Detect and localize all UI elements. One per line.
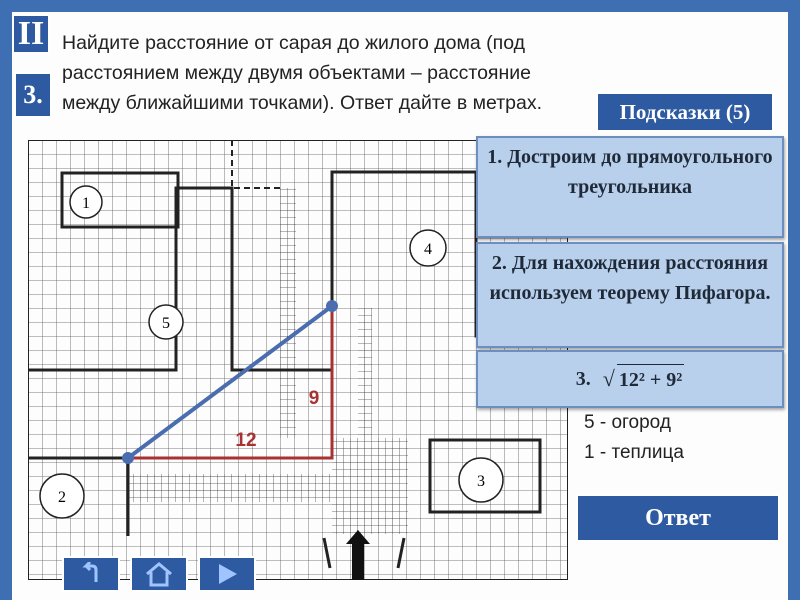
path-strip: [128, 474, 332, 502]
hint-2: 2. Для нахождения расстояния используем теорему Пифагора.: [476, 242, 784, 348]
home-icon: [144, 561, 174, 587]
legend-garden: 5 - огород: [584, 412, 671, 433]
hint-3-number: 3.: [575, 368, 591, 390]
label-2: 2: [58, 489, 66, 506]
task-number-badge: 3.: [14, 72, 52, 118]
label-1: 1: [82, 195, 90, 212]
leg-label-12: 12: [235, 430, 257, 451]
path-strip: [280, 188, 296, 438]
hint-3: [476, 350, 784, 408]
hint-3-formula: 12² + 9²: [617, 364, 684, 395]
hint-1: 1. Достроим до прямоугольного треугольника: [476, 136, 784, 238]
label-4: 4: [424, 241, 432, 258]
hints-button[interactable]: Подсказки (5): [596, 92, 774, 132]
section-badge: II: [12, 14, 50, 54]
sqrt-symbol: √: [602, 366, 615, 391]
answer-button[interactable]: Ответ: [576, 494, 780, 542]
nav-back-button[interactable]: [62, 556, 120, 592]
legend-greenhouse: 1 - теплица: [584, 442, 684, 463]
question-text: Найдите расстояние от сарая до жилого дома (под расстоянием между двумя объектами – расстояние между ближайшими точками). Ответ дайте в метрах.: [62, 32, 542, 114]
path-strip: [358, 308, 372, 438]
play-arrow-icon: [214, 561, 240, 587]
nav-next-button[interactable]: [198, 556, 256, 592]
nav-home-button[interactable]: [130, 556, 188, 592]
return-arrow-icon: [78, 562, 104, 586]
leg-label-9: 9: [308, 388, 320, 409]
path-strip: [332, 438, 408, 534]
label-5: 5: [162, 315, 170, 332]
label-3: 3: [477, 473, 485, 490]
